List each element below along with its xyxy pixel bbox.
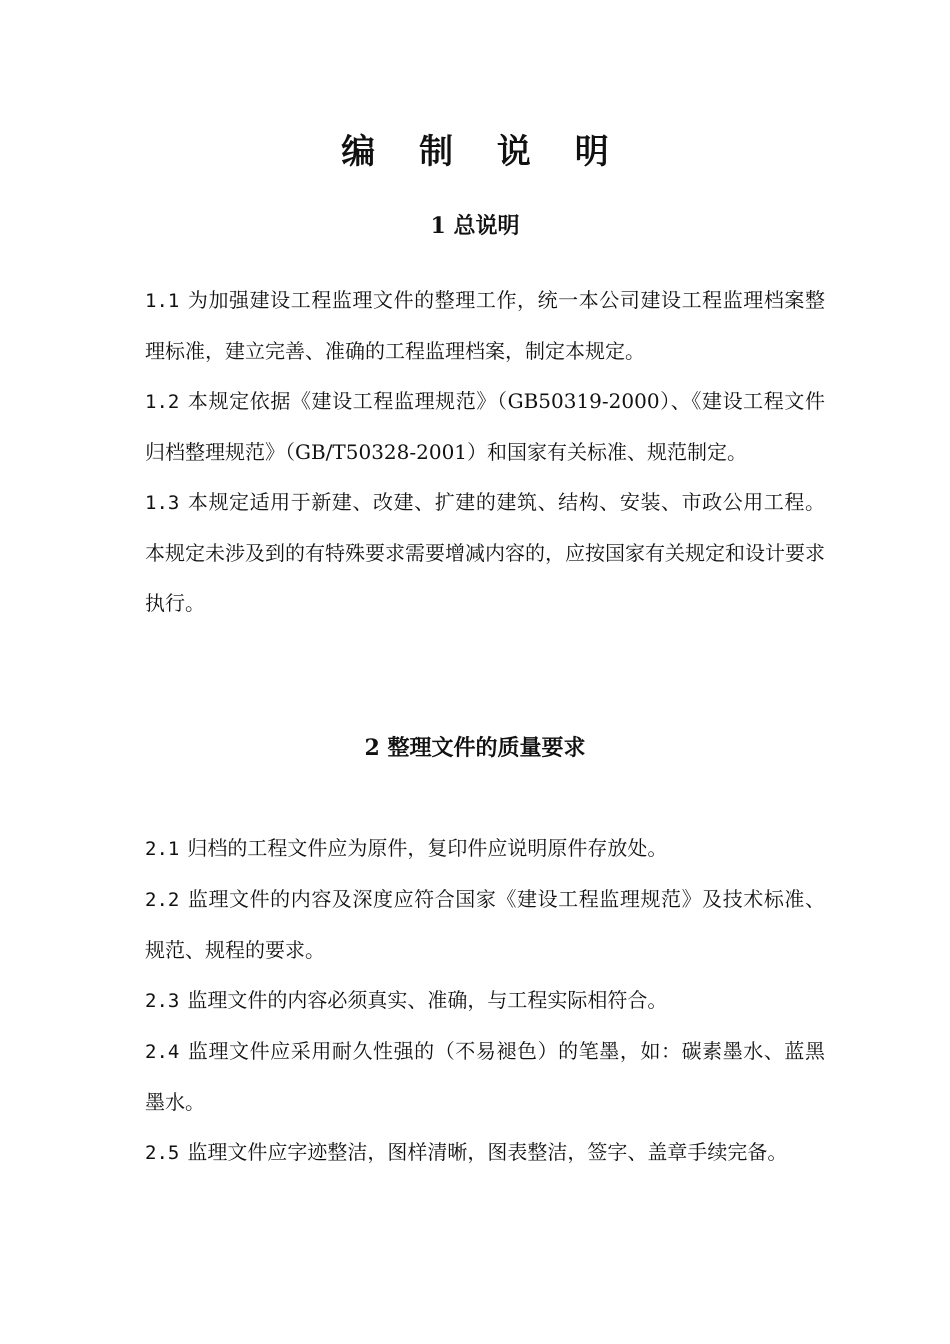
clause-text: 本规定适用于新建、改建、扩建的建筑、结构、安装、市政公用工程。本规定未涉及到的有特殊要求需要增减内容的，应按国家有关规定和设计要求执行。 [145, 490, 825, 615]
clause-text: 归档的工程文件应为原件，复印件应说明原件存放处。 [187, 836, 668, 860]
clause-text: 监理文件应字迹整洁，图样清晰，图表整洁，签字、盖章手续完备。 [187, 1140, 788, 1164]
paragraph-1-3 [145, 477, 825, 628]
clause-number: 2.4 [145, 1041, 180, 1063]
paragraph-1-1 [145, 275, 825, 376]
section-heading-general: 1 总说明 [430, 213, 520, 239]
clause-text: 为加强建设工程监理文件的整理工作，统一本公司建设工程监理档案整理标准，建立完善、准确的工程监理档案，制定本规定。 [145, 288, 825, 363]
clause-text: 监理文件应采用耐久性强的（不易褪色）的笔墨，如：碳素墨水、蓝黑墨水。 [145, 1039, 825, 1114]
clause-number: 2.5 [145, 1142, 180, 1164]
clause-number: 2.3 [145, 990, 180, 1012]
clause-text: 监理文件的内容必须真实、准确，与工程实际相符合。 [187, 988, 668, 1012]
clause-number: 1.3 [145, 492, 180, 514]
paragraph-2-3 [145, 975, 825, 1026]
clause-number: 2.2 [145, 889, 180, 911]
paragraph-2-4 [145, 1026, 825, 1127]
paragraph-2-2 [145, 874, 825, 975]
paragraph-2-5 [145, 1127, 825, 1178]
section-body-quality [145, 823, 825, 1178]
clause-text: 监理文件的内容及深度应符合国家《建设工程监理规范》及技术标准、规范、规程的要求。 [145, 887, 825, 962]
document-title: 编 制 说 明 [341, 132, 625, 172]
paragraph-1-2 [145, 376, 825, 477]
clause-number: 1.1 [145, 290, 180, 312]
paragraph-2-1 [145, 823, 825, 874]
section-heading-quality: 2 整理文件的质量要求 [364, 735, 586, 761]
clause-number: 1.2 [145, 391, 180, 413]
clause-number: 2.1 [145, 838, 180, 860]
section-body-general [145, 275, 825, 628]
clause-text: 本规定依据《建设工程监理规范》（GB50319-2000）、《建设工程文件归档整理规范》（GB/T50328-2001）和国家有关标准、规范制定。 [145, 389, 825, 464]
